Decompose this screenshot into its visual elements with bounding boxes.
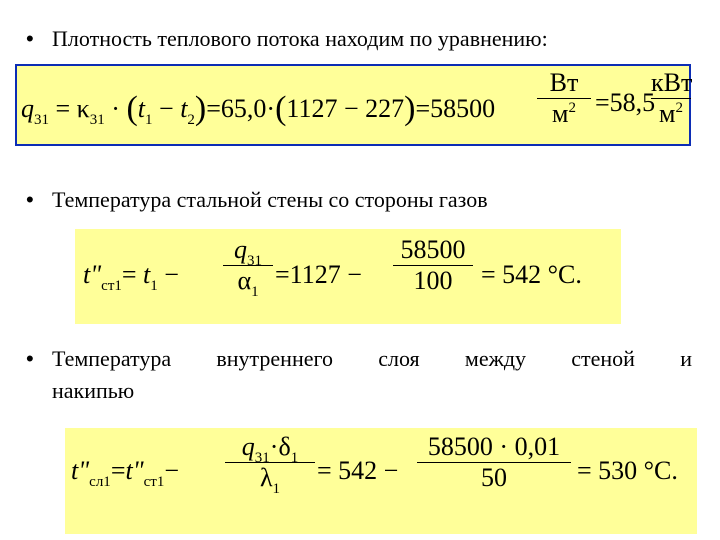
unit-den: м [552,99,569,128]
unit-num: Вт [549,68,579,97]
bullet-text: Температура внутреннего слоя между стеной и [52,346,692,371]
sub: 1 [150,278,158,294]
numerator: 58500 · 0,01 [427,432,561,461]
sub: 31 [89,112,105,128]
bullet-heat-flux [26,26,548,52]
paren: ( [126,90,138,127]
value: = 530 °С. [577,456,678,485]
sub: 31 [254,450,270,466]
sub: 31 [34,112,49,128]
sub: 2 [187,112,195,128]
unit-num: кВт [651,68,693,97]
paren: ) [194,90,207,127]
var-q: q [21,94,34,123]
eq2-fraction-q-alpha [223,235,273,300]
sub: 1 [290,450,299,466]
bullet-dot: • [26,187,34,212]
sub: сл1 [89,474,111,490]
sub: 1 [272,481,281,497]
var-delta: δ [278,432,291,461]
eq2-lhs [83,260,179,294]
var-t2: t [180,94,188,123]
bullet-text: Плотность теплового потока находим по уравнению: [52,26,548,51]
numerator: 58500 [400,235,466,264]
equation-wall-temp [75,229,621,324]
sup: 2 [568,100,576,116]
paren: ) [404,90,416,127]
var-kappa: κ [76,94,90,123]
var-alpha: α [237,266,252,295]
var-q: q [234,235,247,264]
unit-den: м [659,99,676,128]
var-lambda: λ [259,463,273,492]
var-t: t" [125,456,144,485]
dot: · [269,432,279,461]
eq3-fraction-values [417,432,571,493]
equation-layer-temp [65,428,697,534]
value: =58,5 [595,88,656,117]
denominator: 50 [481,463,507,492]
bullet-layer-temp [26,346,692,372]
sub: 1 [145,112,153,128]
sub: ст1 [101,278,122,294]
value: =1127 − [275,260,362,289]
paren: ( [275,90,287,127]
value: = 542 °С. [481,260,582,289]
eq2-result [481,260,582,290]
eq3-lhs [71,456,180,490]
minus: − [164,260,179,289]
eq1-lhs [21,88,495,126]
sub: 1 [251,284,259,300]
eq1-result [595,88,655,118]
value: =58500 [415,94,496,123]
sub: ст1 [143,474,165,490]
value: = 542 − [317,456,399,485]
eq3-fraction-symbols [225,432,315,497]
equals: = [55,94,71,123]
var-t1: t [137,94,146,123]
var-t1: t [143,260,151,289]
minus: − [159,94,174,123]
value: =65,0· [206,94,276,123]
equation-heat-flux [15,64,691,146]
denominator: 100 [413,266,453,295]
eq1-unit2-fraction [651,68,691,129]
sub: 31 [247,253,262,269]
equals: = [121,260,137,289]
bullet-text: Температура стальной стены со стороны газов [52,187,488,212]
minus: − [164,456,180,485]
bullet-dot: • [26,26,34,51]
eq2-fraction-values [393,235,473,296]
var-q: q [241,432,255,461]
equals: = [110,456,126,485]
bullet-wall-temp [26,187,488,213]
bullet-text: накипью [52,378,135,403]
bullet-dot: • [26,346,34,371]
eq2-mid [275,260,362,290]
var-t: t" [83,260,102,289]
eq3-mid [317,456,398,486]
bullet-layer-temp-cont [52,378,134,404]
sup: 2 [675,100,683,116]
var-t: t" [71,456,90,485]
eq3-result [577,456,678,486]
value: 1127 − 227 [286,94,405,123]
dot: · [111,94,120,123]
eq1-unit-fraction [537,68,591,129]
